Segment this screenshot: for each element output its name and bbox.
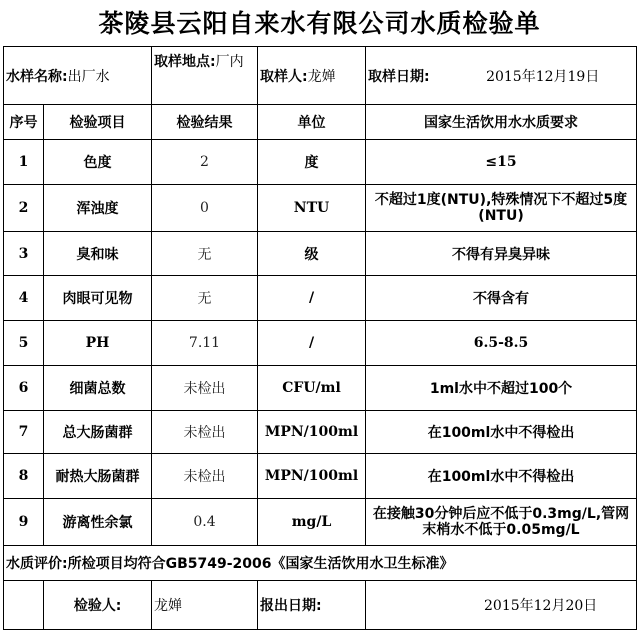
row-no: 5	[4, 321, 44, 366]
row-item: PH	[44, 321, 152, 366]
header-row	[4, 105, 637, 140]
row-result: 未检出	[152, 454, 258, 499]
row-standard: 1ml水中不超过100个	[366, 366, 637, 411]
report-title: 茶陵县云阳自来水有限公司水质检验单	[98, 9, 541, 38]
header-item: 检验项目	[44, 105, 152, 140]
row-standard: 在接触30分钟后应不低于0.3mg/L,管网末梢水不低于0.05mg/L	[366, 499, 637, 546]
table-row	[4, 454, 637, 499]
row-result: 7.11	[152, 321, 258, 366]
row-unit: MPN/100ml	[258, 411, 366, 454]
row-result: 无	[152, 232, 258, 276]
row-result: 未检出	[152, 411, 258, 454]
row-standard: 不超过1度(NTU),特殊情况下不超过5度(NTU)	[366, 185, 637, 232]
sample-name-value: 出厂水	[67, 68, 110, 85]
sample-info-row	[4, 47, 637, 105]
header-no: 序号	[4, 105, 44, 140]
table-row	[4, 140, 637, 185]
sampler-value: 龙婵	[307, 68, 336, 85]
report-table	[3, 46, 637, 630]
row-item: 臭和味	[44, 232, 152, 276]
table-row	[4, 232, 637, 276]
row-item: 浑浊度	[44, 185, 152, 232]
row-standard: 在100ml水中不得检出	[366, 454, 637, 499]
inspector-value: 龙婵	[152, 581, 258, 630]
row-standard: 不得有异臭异味	[366, 232, 637, 276]
row-no: 2	[4, 185, 44, 232]
header-standard: 国家生活饮用水水质要求	[366, 105, 637, 140]
row-unit: MPN/100ml	[258, 454, 366, 499]
sample-name-label: 水样名称:	[6, 68, 68, 85]
table-row	[4, 499, 637, 546]
sample-date-cell	[366, 47, 637, 105]
inspector-label: 检验人:	[44, 581, 152, 630]
sample-date-value: 2015年12月19日	[486, 68, 600, 85]
location-label: 取样地点:	[154, 54, 216, 70]
row-item: 总大肠菌群	[44, 411, 152, 454]
table-row	[4, 276, 637, 321]
report-date-value: 2015年12月20日	[366, 581, 637, 630]
location-cell	[152, 47, 258, 105]
row-item: 游离性余氯	[44, 499, 152, 546]
row-no: 6	[4, 366, 44, 411]
row-no: 9	[4, 499, 44, 546]
header-unit: 单位	[258, 105, 366, 140]
row-result: 未检出	[152, 366, 258, 411]
row-standard: 不得含有	[366, 276, 637, 321]
row-no: 4	[4, 276, 44, 321]
location-value: 厂内	[215, 54, 244, 70]
row-no: 8	[4, 454, 44, 499]
row-standard: ≤15	[366, 140, 637, 185]
header-result: 检验结果	[152, 105, 258, 140]
row-unit: /	[258, 276, 366, 321]
sample-name-cell	[4, 47, 152, 105]
row-unit: 级	[258, 232, 366, 276]
row-standard: 6.5-8.5	[366, 321, 637, 366]
table-row	[4, 185, 637, 232]
row-result: 无	[152, 276, 258, 321]
signature-row	[4, 581, 637, 630]
table-row	[4, 321, 637, 366]
row-result: 0.4	[152, 499, 258, 546]
row-result: 0	[152, 185, 258, 232]
sampler-cell	[258, 47, 366, 105]
evaluation-row	[4, 546, 637, 581]
row-unit: /	[258, 321, 366, 366]
report-date-label: 报出日期:	[258, 581, 366, 630]
row-unit: mg/L	[258, 499, 366, 546]
row-item: 色度	[44, 140, 152, 185]
row-no: 7	[4, 411, 44, 454]
table-row	[4, 411, 637, 454]
row-standard: 在100ml水中不得检出	[366, 411, 637, 454]
row-no: 1	[4, 140, 44, 185]
sampler-label: 取样人:	[260, 68, 308, 85]
row-item: 肉眼可见物	[44, 276, 152, 321]
row-unit: CFU/ml	[258, 366, 366, 411]
signature-spacer	[4, 581, 44, 630]
evaluation-text: 水质评价:所检项目均符合GB5749-2006《国家生活饮用水卫生标准》	[4, 546, 637, 581]
table-row	[4, 366, 637, 411]
row-item: 细菌总数	[44, 366, 152, 411]
row-result: 2	[152, 140, 258, 185]
row-unit: NTU	[258, 185, 366, 232]
sample-date-label: 取样日期:	[368, 68, 430, 85]
row-item: 耐热大肠菌群	[44, 454, 152, 499]
row-unit: 度	[258, 140, 366, 185]
row-no: 3	[4, 232, 44, 276]
